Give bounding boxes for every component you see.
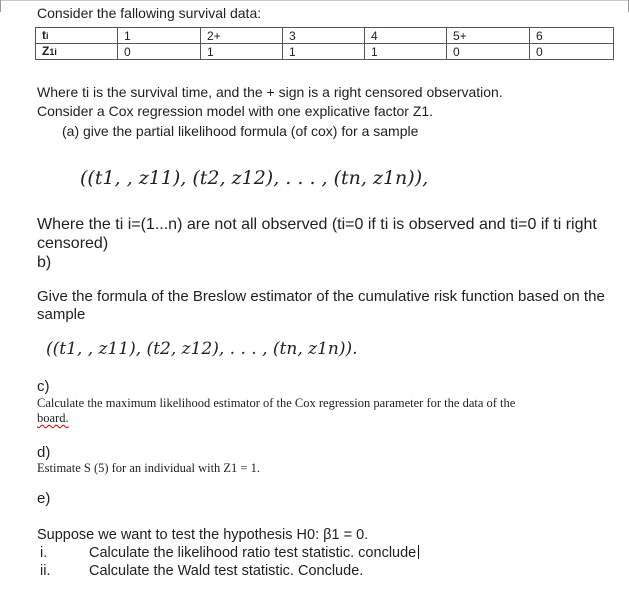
row-label-z1i: Z1i (36, 44, 118, 60)
table-row-time (36, 28, 614, 44)
table-cell: 1 (118, 28, 201, 44)
table-row-covariate (36, 44, 614, 60)
table-cell: 1 (365, 44, 447, 60)
item-text-1 (89, 545, 419, 561)
table-cell: 0 (118, 44, 201, 60)
table-cell: 2+ (201, 28, 283, 44)
part-c-line-2 (37, 411, 69, 426)
part-d-label: d) (37, 444, 51, 461)
table-cell: 6 (530, 28, 614, 44)
table-cell: 1 (201, 44, 283, 60)
page-top-border (0, 0, 629, 1)
heading: Consider the fallowing survival data: (37, 5, 262, 21)
part-b-label: b) (37, 254, 52, 271)
table-cell: 0 (530, 44, 614, 60)
table-cell: 4 (365, 28, 447, 44)
part-b-line-1: Give the formula of the Breslow estimator of the cumulative risk function based on the (37, 288, 605, 305)
part-d-text: Estimate S (5) for an individual with Z1 = 1. (37, 461, 260, 475)
table-cell: 1 (283, 44, 365, 60)
survival-data-table (35, 27, 614, 60)
formula-text: ((t1, , z11), (t2, z12), . . . , (tn, z1n)). (46, 339, 358, 359)
row-label-ti: ti (36, 28, 118, 44)
formula-text: ((t1, , z11), (t2, z12), . . . , (tn, z1n)), (80, 167, 429, 189)
item-text-1-content: Calculate the likelihood ratio test statistic. conclude (89, 545, 417, 561)
part-a-where-line-2: censored) (37, 235, 109, 252)
part-a-where-line-1: Where the ti i=(1...n) are not all observed (ti=0 if ti is observed and ti=0 if ti right (37, 216, 597, 233)
part-b-formula (46, 330, 358, 368)
part-a-formula (80, 158, 428, 198)
item-text-2: Calculate the Wald test statistic. Conclude. (89, 563, 364, 579)
text-cursor (418, 545, 419, 559)
part-b-line-2: sample (37, 306, 86, 323)
table-cell: 5+ (447, 28, 530, 44)
part-c-line-1: Calculate the maximum likelihood estimator of the Cox regression parameter for the data of the (37, 396, 516, 410)
part-c-label: c) (37, 378, 50, 395)
table-cell: 3 (283, 28, 365, 44)
table-cell: 0 (447, 44, 530, 60)
part-e-hypothesis: Suppose we want to test the hypothesis H0: β1 = 0. (37, 527, 369, 543)
intro-line-1: Where ti is the survival time, and the + sign is a right censored observation. (37, 84, 503, 100)
part-e-label: e) (37, 490, 51, 507)
page-left-border (0, 0, 1, 12)
item-number-1: i. (40, 545, 48, 561)
part-c-line-2-text: board. (37, 411, 69, 425)
part-a-question: (a) give the partial likelihood formula (of cox) for a sample (62, 123, 419, 139)
item-number-2: ii. (40, 563, 51, 579)
intro-line-2: Consider a Cox regression model with one explicative factor Z1. (37, 103, 434, 119)
